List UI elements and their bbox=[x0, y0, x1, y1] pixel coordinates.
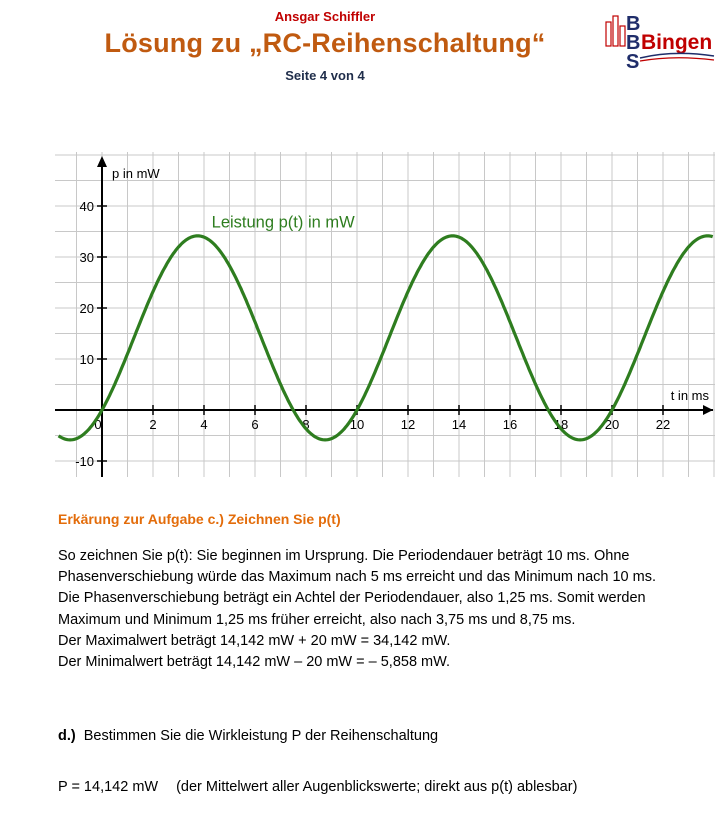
x-tick-label: 12 bbox=[400, 417, 416, 432]
logo-letter-2: B bbox=[626, 32, 641, 54]
y-tick-label: 40 bbox=[79, 199, 94, 214]
page-number: Seite 4 von 4 bbox=[285, 68, 365, 83]
answer-note: (der Mittelwert aller Augenblickswerte; direkt aus p(t) ablesbar) bbox=[176, 779, 578, 795]
x-tick-label: 20 bbox=[604, 417, 620, 432]
explanation-line: Der Maximalwert beträgt 14,142 mW + 20 mW = 34,142 mW. bbox=[58, 632, 451, 649]
bbs-bingen-logo bbox=[604, 12, 716, 72]
x-tick-label: 2 bbox=[149, 417, 157, 432]
x-tick-label: 6 bbox=[251, 417, 259, 432]
task-d bbox=[58, 728, 438, 744]
explanation-line: So zeichnen Sie p(t): Sie beginnen im Ursprung. Die Periodendauer beträgt 10 ms. Ohne bbox=[58, 548, 630, 564]
x-tick-label: 14 bbox=[451, 417, 467, 432]
y-tick-label: -10 bbox=[75, 454, 94, 469]
explanation-heading: Erkärung zur Aufgabe c.) Zeichnen Sie p(t) bbox=[58, 511, 341, 527]
answer-value: P = 14,142 mW bbox=[58, 779, 159, 795]
logo-letter-1: B bbox=[626, 13, 641, 35]
y-tick-label: 10 bbox=[79, 352, 94, 367]
page-title: Lösung zu „RC-Reihenschaltung“ bbox=[104, 28, 546, 58]
x-tick-label: 4 bbox=[200, 417, 208, 432]
explanation-paragraph bbox=[58, 546, 718, 673]
y-tick-label: 30 bbox=[79, 250, 94, 265]
x-tick-label: 16 bbox=[502, 417, 518, 432]
explanation-line: Phasenverschiebung würde das Maximum nach 5 ms erreicht und das Minimum nach 10 ms. bbox=[58, 569, 656, 586]
author-name: Ansgar Schiffler bbox=[274, 9, 376, 24]
explanation-line: Der Minimalwert beträgt 14,142 mW – 20 mW = – 5,858 mW. bbox=[58, 654, 451, 671]
task-d-label: d.) bbox=[58, 728, 76, 744]
x-tick-label: 0 bbox=[94, 417, 102, 432]
x-tick-label: 22 bbox=[655, 417, 671, 432]
chart-title: Leistung p(t) in mW bbox=[211, 213, 355, 232]
x-tick-label: 10 bbox=[349, 417, 365, 432]
explanation-line: Maximum und Minimum 1,25 ms früher erreicht, also nach 3,75 ms und 8,75 ms. bbox=[58, 611, 576, 628]
explanation-line: Die Phasenverschiebung beträgt ein Achtel der Periodendauer, also 1,25 ms. Somit werden bbox=[58, 590, 646, 607]
logo-letter-3: S bbox=[626, 51, 640, 72]
y-axis-arrow bbox=[97, 156, 107, 167]
task-d-text: Bestimmen Sie die Wirkleistung P der Reihenschaltung bbox=[83, 728, 439, 744]
y-axis-label: p in mW bbox=[112, 166, 160, 181]
x-axis-label: t in ms bbox=[670, 388, 709, 403]
x-tick-label: 18 bbox=[553, 417, 569, 432]
task-d-answer bbox=[58, 779, 577, 795]
logo-text: Bingen bbox=[641, 31, 713, 54]
x-axis-arrow bbox=[703, 405, 713, 415]
power-chart bbox=[55, 152, 715, 477]
y-tick-label: 20 bbox=[79, 301, 94, 316]
x-tick-label: 8 bbox=[302, 417, 310, 432]
